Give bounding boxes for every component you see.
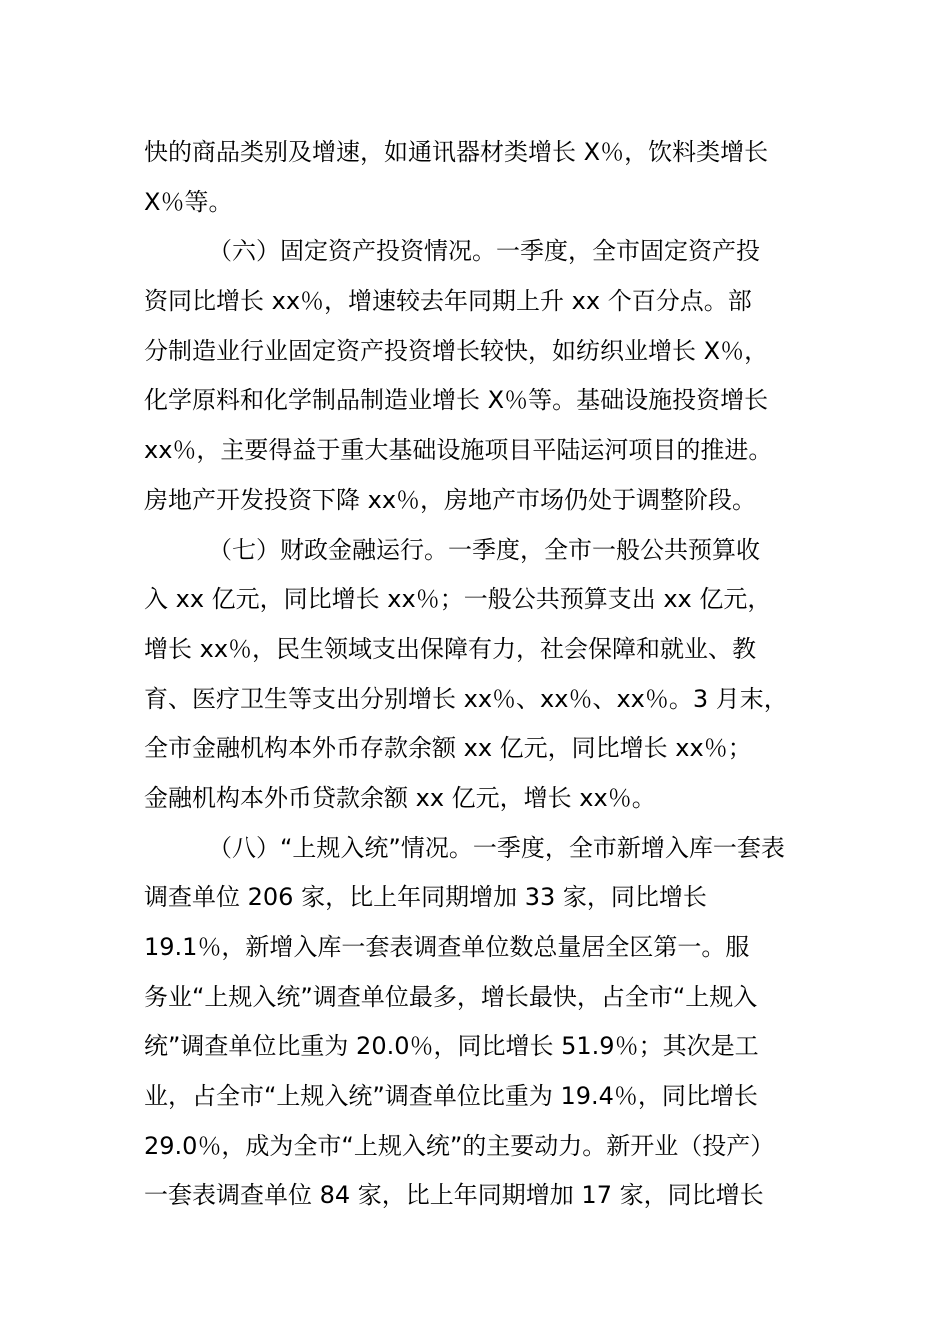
body-text [144,128,824,1221]
text-line: 调查单位 206 家，比上年同期增加 33 家，同比增长 [144,883,707,912]
text-line: 务业“上规入统”调查单位最多，增长最快，占全市“上规入 [144,982,758,1011]
text-line: 资同比增长 xx％，增速较去年同期上升 xx 个百分点。部 [144,287,752,316]
text-line: 全市金融机构本外币存款余额 xx 亿元，同比增长 xx％； [144,734,752,763]
text-line: 房地产开发投资下降 xx％，房地产市场仍处于调整阶段。 [144,485,757,514]
text-line: 化学原料和化学制品制造业增长 X％等。基础设施投资增长 [144,386,769,415]
text-line: 一套表调查单位 84 家，比上年同期增加 17 家，同比增长 [144,1181,764,1210]
text-line: 快的商品类别及增速，如通讯器材类增长 X％，饮料类增长 [144,138,769,166]
text-line: 金融机构本外币贷款余额 xx 亿元，增长 xx％。 [144,783,656,812]
paragraph-first-line: （八）“上规入统”情况。一季度，全市新增入库一套表 [208,833,785,862]
text-line: X％等。 [144,187,233,216]
text-line: 业，占全市“上规入统”调查单位比重为 19.4％，同比增长 [144,1082,758,1111]
text-line: 入 xx 亿元，同比增长 xx％；一般公共预算支出 xx 亿元， [144,585,772,614]
text-line: 统”调查单位比重为 20.0％，同比增长 51.9％；其次是工 [144,1032,759,1061]
text-line: 增长 xx％，民生领域支出保障有力，社会保障和就业、教 [144,634,757,663]
text-line: 育、医疗卫生等支出分别增长 xx％、xx％、xx％。3 月末， [144,684,788,713]
text-line: xx％，主要得益于重大基础设施项目平陆运河项目的推进。 [144,436,773,465]
text-line: 19.1％，新增入库一套表调查单位数总量居全区第一。服 [144,933,750,961]
paragraph-first-line: （七）财政金融运行。一季度，全市一般公共预算收 [208,535,760,564]
paragraph-first-line: （六）固定资产投资情况。一季度，全市固定资产投 [208,237,760,266]
text-line: 29.0％，成为全市“上规入统”的主要动力。新开业（投产） [144,1131,775,1160]
text-line: 分制造业行业固定资产投资增长较快，如纺织业增长 X％， [144,336,769,365]
